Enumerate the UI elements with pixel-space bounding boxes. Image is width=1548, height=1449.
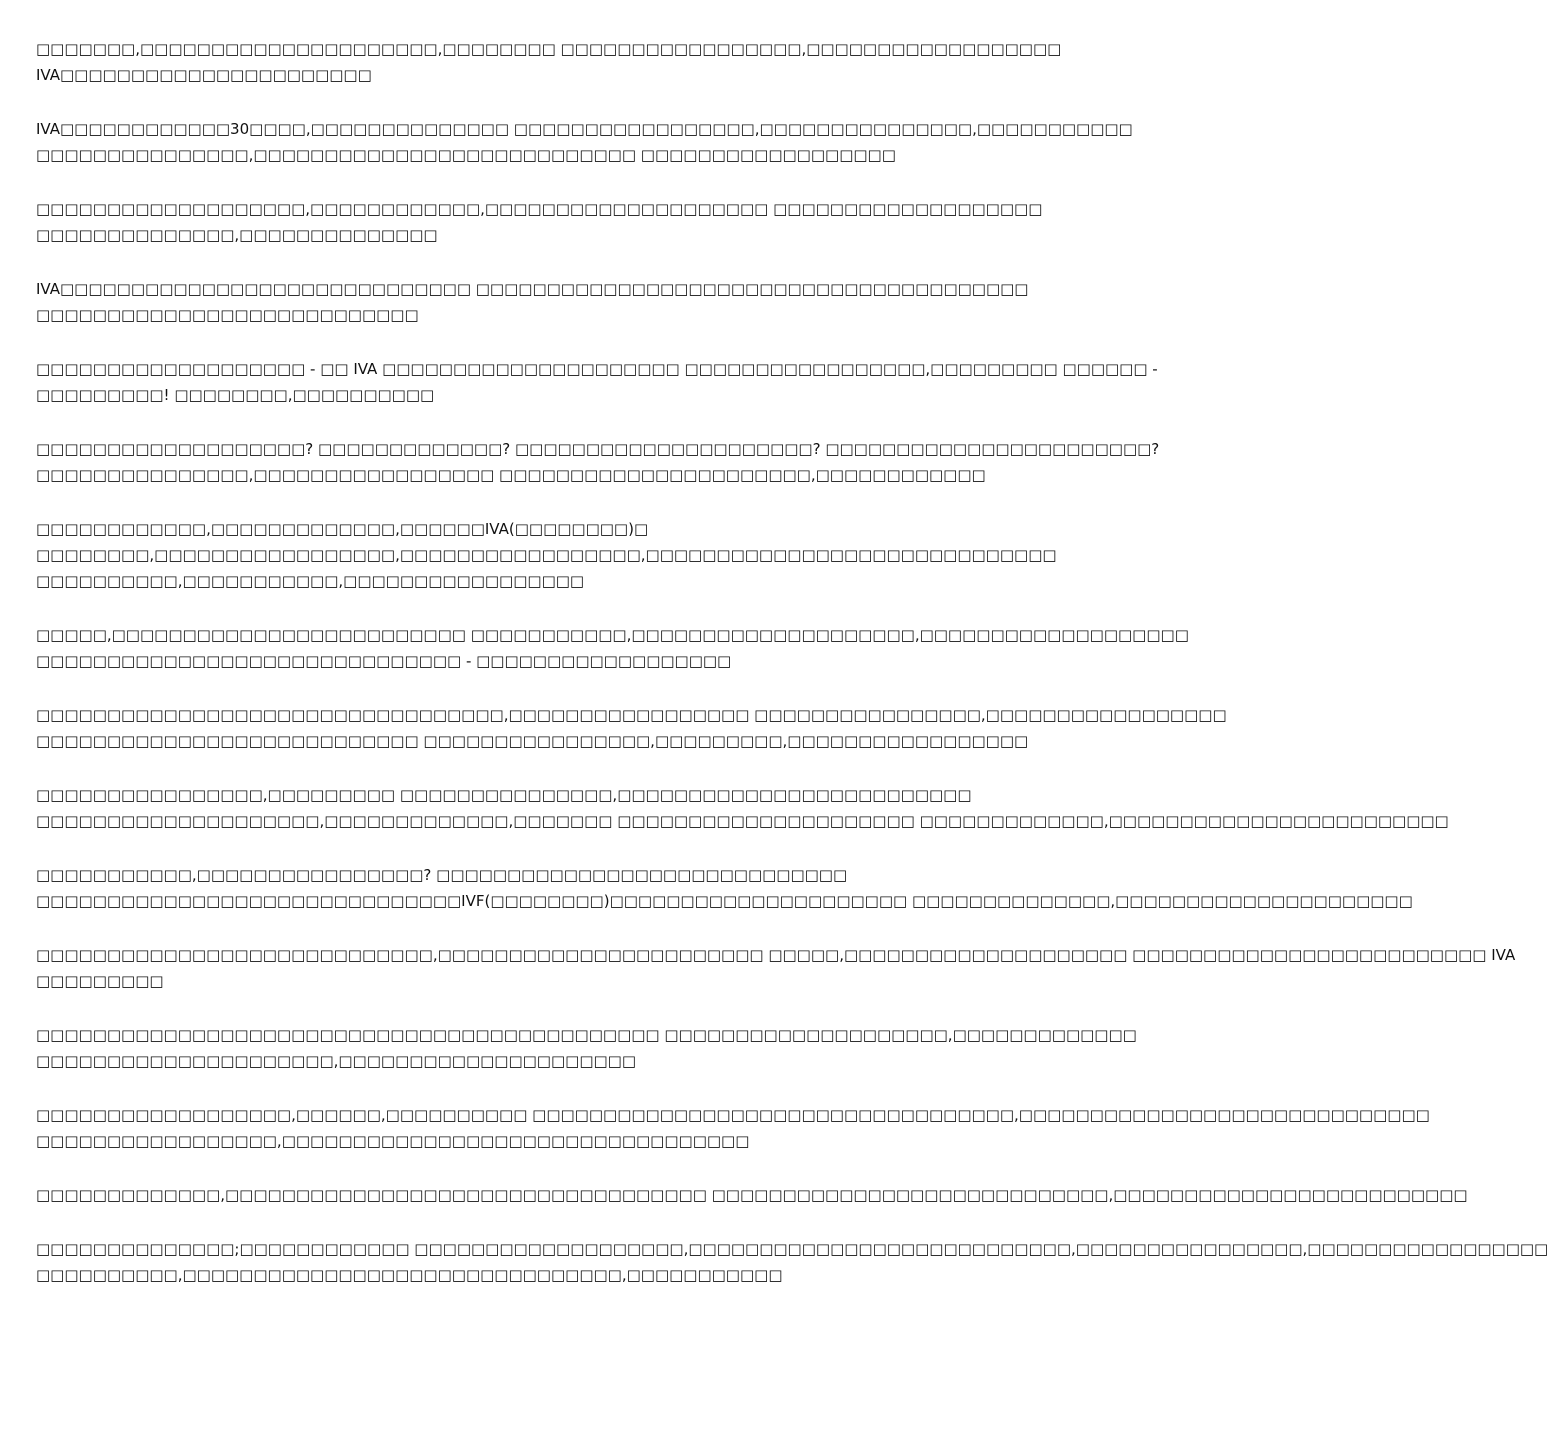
paragraph [36,196,1043,248]
text-line: □□□□□□□□□□,□□□□□□□□□□□□□□□□□□□□□□□□□□□□□□□,□□□□□□□□□□□ [36,1266,783,1284]
text-line: □□□□□□□□□□□□□□,□□□□□□□□□□□□□□ [36,226,438,244]
text-line: IVA□□□□□□□□□□□□30□□□□,□□□□□□□□□□□□□□ □□□□□□□□□□□□□□□□□,□□□□□□□□□□□□□□□,□□□□□□□□□□□ [36,120,1133,138]
paragraph [36,436,1160,488]
paragraph [36,862,1413,914]
text-line: □□□□□□□□□□□□□□□□□□□□□□□□□□□ [36,306,419,324]
text-line: □□□□□□□□□□□□□□□,□□□□□□□□□□□□□□□□□□□□□□□□□□□ □□□□□□□□□□□□□□□□□□ [36,146,896,164]
text-line: □□□□□□□□□□□□□□□□□□□ - □□ IVA □□□□□□□□□□□□□□□□□□□□□ □□□□□□□□□□□□□□□□□,□□□□□□□□□ □□□□□□ - [36,360,1158,378]
paragraph [36,356,1158,408]
text-line: □□□□□□□□□□□□□□□□□□□□□□□□□□□□□□ - □□□□□□□□□□□□□□□□□□ [36,652,732,670]
text-line: IVA□□□□□□□□□□□□□□□□□□□□□□ [36,66,372,84]
text-line: □□□□□□□□□□□□□,□□□□□□□□□□□□□□□□□□□□□□□□□□□□□□□□□□ □□□□□□□□□□□□□□□□□□□□□□□□□□□□,□□□□□□□□□□□□□□□□□□□□□□□□□ [36,1186,1468,1204]
text-line: □□□□□□□□□□□,□□□□□□□□□□□□□□□□? □□□□□□□□□□□□□□□□□□□□□□□□□□□□□ [36,866,848,884]
paragraph [36,1022,1137,1074]
text-line: □□□□□□□□,□□□□□□□□□□□□□□□□□,□□□□□□□□□□□□□□□□□,□□□□□□□□□□□□□□□□□□□□□□□□□□□□□ [36,546,1057,564]
text-line: IVA□□□□□□□□□□□□□□□□□□□□□□□□□□□□□ □□□□□□□□□□□□□□□□□□□□□□□□□□□□□□□□□□□□□□□ [36,280,1029,298]
text-line: □□□□□□□□□□□□□□□□□□□? □□□□□□□□□□□□□? □□□□□□□□□□□□□□□□□□□□□? □□□□□□□□□□□□□□□□□□□□□□□? [36,440,1160,458]
text-line: □□□□□□□,□□□□□□□□□□□□□□□□□□□□□,□□□□□□□□ □□□□□□□□□□□□□□□□□,□□□□□□□□□□□□□□□□□□ [36,40,1062,58]
paragraph [36,36,1062,88]
paragraph [36,622,1189,674]
paragraph [36,942,1516,994]
text-line: □□□□□□□□□□□□□□□□□□□,□□□□□□□□□□□□,□□□□□□□□□□□□□□□□□□□□ □□□□□□□□□□□□□□□□□□□ [36,200,1043,218]
text-line: □□□□□□□□□□□□□□□□□□□□□,□□□□□□□□□□□□□□□□□□□□□ [36,1052,637,1070]
paragraph [36,1236,1548,1288]
paragraph [36,116,1133,168]
paragraph [36,1102,1430,1154]
text-line: □□□□□□□□□□□□□□□□□□□□,□□□□□□□□□□□□□,□□□□□□□ □□□□□□□□□□□□□□□□□□□□□ □□□□□□□□□□□□□,□□□□□□□□□□□□□□□□□□□□□□□□ [36,812,1449,830]
document-body [36,36,1548,1316]
text-line: □□□□□□□□□□□□□□□□□□□□□□□□□□□□□□IVF(□□□□□□□□)□□□□□□□□□□□□□□□□□□□□□ □□□□□□□□□□□□□□,□□□□□□□□□□□□□□□□□□□□□ [36,892,1413,910]
text-line: □□□□□□□□□□□□□□;□□□□□□□□□□□□ □□□□□□□□□□□□□□□□□□□,□□□□□□□□□□□□□□□□□□□□□□□□□□□,□□□□□□□□□□□□□□□□,□□□□□□□□□□□□□□□□□ [36,1240,1548,1258]
paragraph [36,1182,1468,1208]
text-line: □□□□□□□□□□□□□□□,□□□□□□□□□□□□□□□□□ □□□□□□□□□□□□□□□□□□□□□□,□□□□□□□□□□□□ [36,466,986,484]
text-line: □□□□□□□□□□,□□□□□□□□□□□,□□□□□□□□□□□□□□□□□ [36,572,585,590]
text-line: □□□□□□□□□□□□,□□□□□□□□□□□□□,□□□□□□IVA(□□□□□□□□)□ [36,520,649,538]
text-line: □□□□□□□□□□□□□□□□□□□□□□□□□□□□□□□□□,□□□□□□□□□□□□□□□□□ □□□□□□□□□□□□□□□□,□□□□□□□□□□□□□□□□□ [36,706,1227,724]
text-line: □□□□□□□□□□□□□□□□,□□□□□□□□□ □□□□□□□□□□□□□□□,□□□□□□□□□□□□□□□□□□□□□□□□□ [36,786,972,804]
text-line: □□□□□□□□□□□□□□□□□□□□□□□□□□□□□□□□□□□□□□□□□□□□ □□□□□□□□□□□□□□□□□□□□,□□□□□□□□□□□□□ [36,1026,1137,1044]
text-line: □□□□□□□□□□□□□□□□□□,□□□□□□,□□□□□□□□□□ □□□□□□□□□□□□□□□□□□□□□□□□□□□□□□□□□□,□□□□□□□□□□□□□□□□□□□□□□□□□□□□□ [36,1106,1430,1124]
paragraph [36,782,1449,834]
text-line: □□□□□□□□□ [36,972,164,990]
paragraph [36,276,1029,328]
text-line: □□□□□□□□□! □□□□□□□□,□□□□□□□□□□ [36,386,435,404]
text-line: □□□□□□□□□□□□□□□□□□□□□□□□□□□ □□□□□□□□□□□□□□□□,□□□□□□□□□,□□□□□□□□□□□□□□□□□ [36,732,1029,750]
paragraph [36,516,1057,594]
text-line: □□□□□□□□□□□□□□□□□□□□□□□□□□□□,□□□□□□□□□□□□□□□□□□□□□□□ □□□□□,□□□□□□□□□□□□□□□□□□□□ □□□□□□□□□□□□□□□□□□□□□□□□□ IVA [36,946,1516,964]
paragraph [36,702,1227,754]
text-line: □□□□□,□□□□□□□□□□□□□□□□□□□□□□□□□ □□□□□□□□□□□,□□□□□□□□□□□□□□□□□□□□,□□□□□□□□□□□□□□□□□□□ [36,626,1189,644]
text-line: □□□□□□□□□□□□□□□□□,□□□□□□□□□□□□□□□□□□□□□□□□□□□□□□□□□ [36,1132,750,1150]
